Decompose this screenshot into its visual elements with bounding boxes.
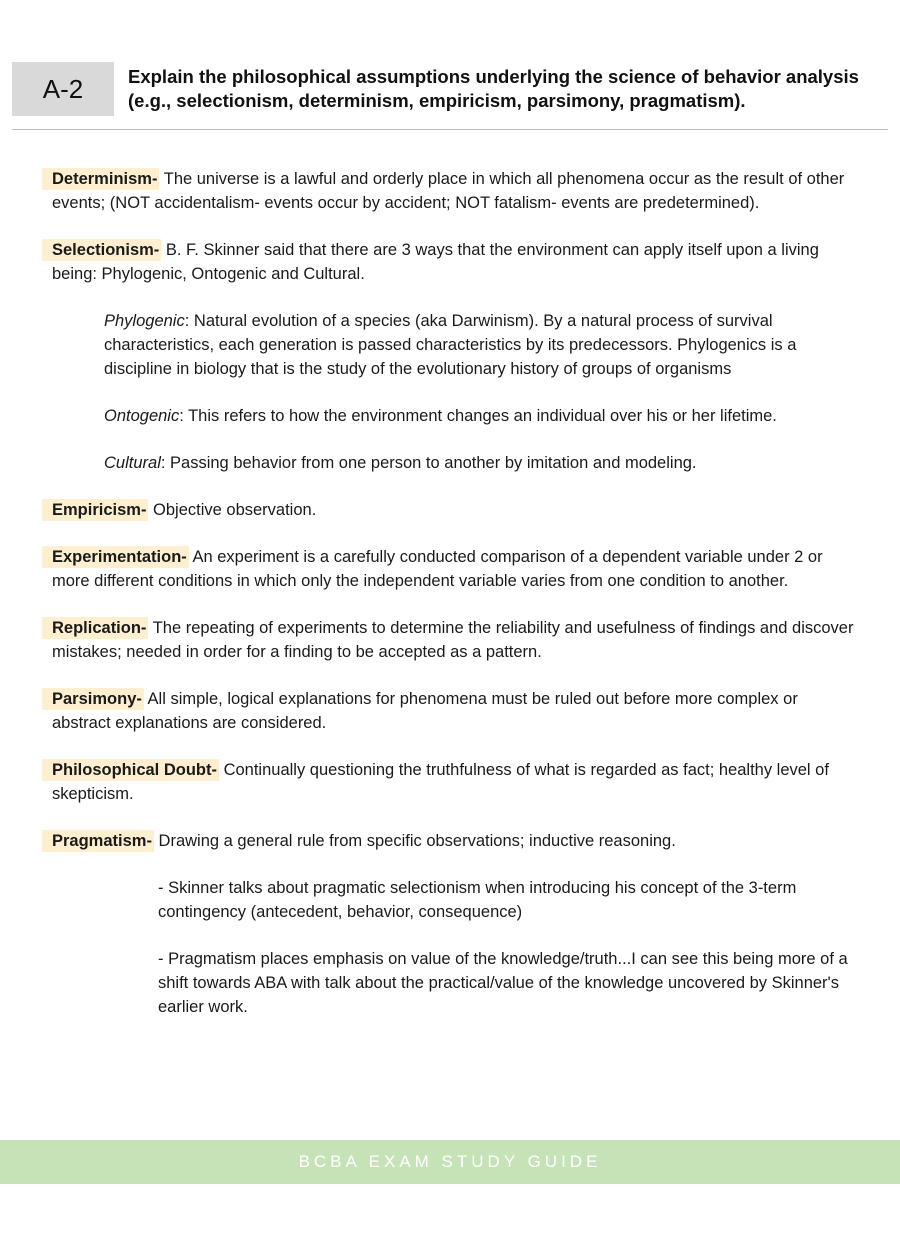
- header-divider: [12, 129, 888, 130]
- content-body: [42, 167, 857, 1042]
- subentry-label: Phylogenic: [104, 312, 185, 330]
- subentry-phylogenic: [104, 309, 857, 381]
- footer-label: BCBA EXAM STUDY GUIDE: [298, 1152, 602, 1171]
- term-definition: Continually questioning the truthfulness of what is regarded as fact; healthy level of skepticism.: [52, 761, 829, 803]
- subentry-text: : Passing behavior from one person to another by imitation and modeling.: [160, 454, 697, 472]
- entry-empiricism: [42, 498, 857, 522]
- pragmatism-note: - Skinner talks about pragmatic selectionism when introducing his concept of the 3-term contingency (antecedent, behavior, consequence): [158, 879, 797, 921]
- term-label: Replication-: [42, 617, 148, 639]
- footer-banner: [0, 1140, 900, 1184]
- entry-pragmatism: [42, 829, 857, 853]
- section-code: A-2: [42, 73, 84, 104]
- term-label: Pragmatism-: [42, 830, 154, 852]
- entry-determinism: [42, 167, 857, 215]
- term-label: Determinism-: [42, 168, 159, 190]
- subentry-cultural: [104, 451, 857, 475]
- term-label: Selectionism-: [42, 239, 161, 261]
- entry-philosophical-doubt: [42, 758, 857, 806]
- entry-selectionism: [42, 238, 857, 286]
- term-definition: Objective observation.: [148, 501, 317, 519]
- term-definition: The repeating of experiments to determine the reliability and usefulness of findings and discover mistakes; needed in order for a finding to be accepted as a pattern.: [52, 619, 854, 661]
- term-definition: All simple, logical explanations for phenomena must be ruled out before more complex or abstract explanations are considered.: [52, 690, 798, 732]
- subentry-label: Cultural: [104, 454, 161, 472]
- subentry-ontogenic: [104, 404, 857, 428]
- subentry-text: : Natural evolution of a species (aka Darwinism). By a natural process of survival characteristics, each generation is passed characteristics by its predecessors. Phylogenics is a discipline in biology that is the study of the evolutionary history of groups of organisms: [104, 312, 797, 378]
- subentry-label: Ontogenic: [104, 407, 180, 425]
- term-definition: The universe is a lawful and orderly place in which all phenomena occur as the result of other events; (NOT accidentalism- events occur by accident; NOT fatalism- events are predetermined).: [52, 170, 845, 212]
- term-definition: B. F. Skinner said that there are 3 ways that the environment can apply itself upon a living being: Phylogenic, Ontogenic and Cultural.: [52, 241, 819, 283]
- term-label: Empiricism-: [42, 499, 148, 521]
- section-code-badge: [12, 62, 114, 116]
- subentry-text: : This refers to how the environment changes an individual over his or her lifetime.: [179, 407, 777, 425]
- term-label: Philosophical Doubt-: [42, 759, 219, 781]
- entry-parsimony: [42, 687, 857, 735]
- entry-replication: [42, 616, 857, 664]
- entry-experimentation: [42, 545, 857, 593]
- term-label: Parsimony-: [42, 688, 144, 710]
- term-definition: An experiment is a carefully conducted comparison of a dependent variable under 2 or more different conditions in which only the independent variable varies from one condition to another.: [52, 548, 823, 590]
- section-header: [0, 62, 900, 118]
- section-title: Explain the philosophical assumptions underlying the science of behavior analysis (e.g., selectionism, determinism, empiricism, parsimony, pragmatism).: [128, 66, 859, 111]
- term-label: Experimentation-: [42, 546, 189, 568]
- term-definition: Drawing a general rule from specific observations; inductive reasoning.: [153, 832, 676, 850]
- pragmatism-note: - Pragmatism places emphasis on value of the knowledge/truth...I can see this being more of a shift towards ABA with talk about the practical/value of the knowledge uncovered by Skinner's earlier work.: [158, 950, 848, 1016]
